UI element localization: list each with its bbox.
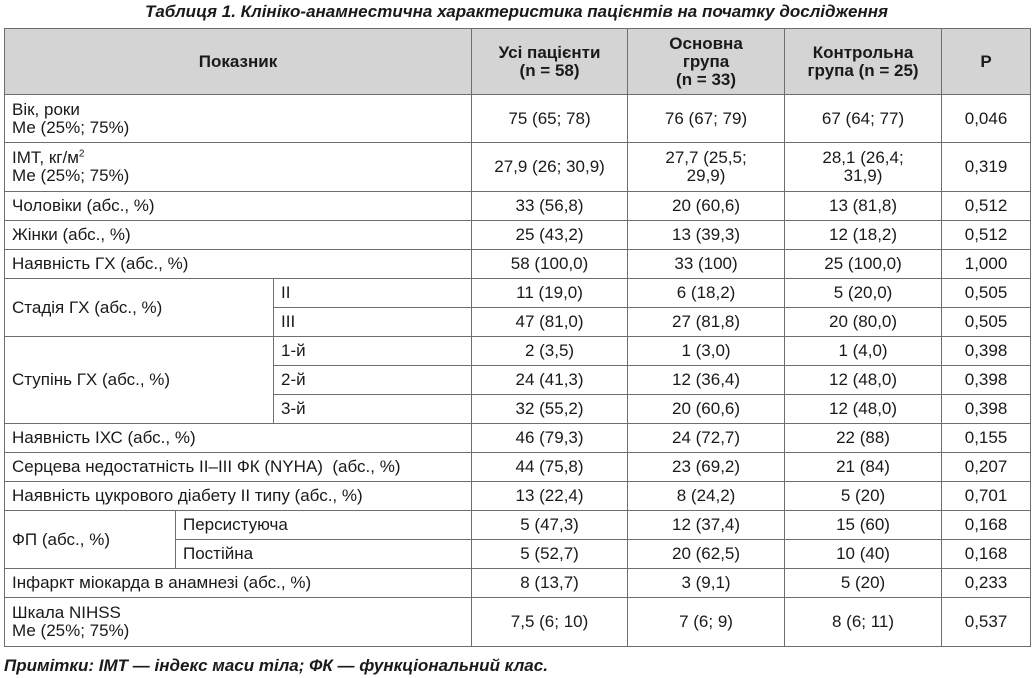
header-p: Р xyxy=(942,29,1031,95)
row-label xyxy=(5,95,472,143)
cell-main: 12 (36,4) xyxy=(628,366,785,395)
cell-main-line2: 29,9) xyxy=(686,166,726,185)
cell-all: 46 (79,3) xyxy=(472,424,628,453)
cell-all: 75 (65; 78) xyxy=(472,95,628,143)
cell-p: 0,512 xyxy=(942,221,1031,250)
cell-all: 44 (75,8) xyxy=(472,453,628,482)
header-main-line1: Основна xyxy=(669,33,743,53)
cell-p: 0,168 xyxy=(942,511,1031,540)
cell-all: 27,9 (26; 30,9) xyxy=(472,143,628,192)
row-label: Наявність ГХ (абс., %) xyxy=(5,250,472,279)
cell-main-line1: 27,7 (25,5; xyxy=(665,148,747,167)
cell-all: 32 (55,2) xyxy=(472,395,628,424)
row-label: Інфаркт міокарда в анамнезі (абс., %) xyxy=(5,569,472,598)
bmi-label-sup: 2 xyxy=(78,148,85,160)
row-label: Наявність цукрового діабету ІІ типу (абс., %) xyxy=(5,482,472,511)
table-row xyxy=(5,192,1031,221)
header-main-group xyxy=(628,29,785,95)
row-label xyxy=(5,598,472,647)
table-row xyxy=(5,221,1031,250)
cell-main: 20 (62,5) xyxy=(628,540,785,569)
cell-p: 1,000 xyxy=(942,250,1031,279)
cell-p: 0,398 xyxy=(942,366,1031,395)
cell-p: 0,537 xyxy=(942,598,1031,647)
row-label-line2: Ме (25%; 75%) xyxy=(12,621,130,640)
cell-main: 13 (39,3) xyxy=(628,221,785,250)
row-label: ФП (абс., %) xyxy=(5,511,176,569)
header-row xyxy=(5,29,1031,95)
row-label-line2: Ме (25%; 75%) xyxy=(12,117,130,137)
row-label: Чоловіки (абс., %) xyxy=(5,192,472,221)
cell-main: 3 (9,1) xyxy=(628,569,785,598)
sub-label: Постійна xyxy=(176,540,472,569)
cell-all: 33 (56,8) xyxy=(472,192,628,221)
cell-main: 27 (81,8) xyxy=(628,308,785,337)
cell-control xyxy=(785,143,942,192)
cell-all: 2 (3,5) xyxy=(472,337,628,366)
cell-main: 23 (69,2) xyxy=(628,453,785,482)
cell-control: 25 (100,0) xyxy=(785,250,942,279)
row-label: Стадія ГХ (абс., %) xyxy=(5,279,274,337)
cell-control-line2: 31,9) xyxy=(843,166,883,185)
table-row xyxy=(5,424,1031,453)
cell-main: 7 (6; 9) xyxy=(628,598,785,647)
cell-control: 20 (80,0) xyxy=(785,308,942,337)
cell-p: 0,398 xyxy=(942,337,1031,366)
cell-all: 24 (41,3) xyxy=(472,366,628,395)
patient-characteristics-table xyxy=(4,28,1031,647)
cell-main: 6 (18,2) xyxy=(628,279,785,308)
cell-main: 24 (72,7) xyxy=(628,424,785,453)
header-control-line2: група (n = 25) xyxy=(807,60,919,80)
cell-control-line1: 28,1 (26,4; xyxy=(822,148,904,167)
cell-all: 11 (19,0) xyxy=(472,279,628,308)
cell-main: 20 (60,6) xyxy=(628,192,785,221)
cell-all: 5 (52,7) xyxy=(472,540,628,569)
sub-label: Персистуюча xyxy=(176,511,472,540)
cell-control: 15 (60) xyxy=(785,511,942,540)
cell-main: 33 (100) xyxy=(628,250,785,279)
row-label-line1: Вік, роки xyxy=(12,99,80,119)
cell-control: 12 (48,0) xyxy=(785,395,942,424)
cell-control: 5 (20,0) xyxy=(785,279,942,308)
table-row xyxy=(5,511,1031,540)
cell-p: 0,512 xyxy=(942,192,1031,221)
row-label-line1 xyxy=(12,149,464,167)
row-label: Наявність ІХС (абс., %) xyxy=(5,424,472,453)
sub-label: 2-й xyxy=(274,366,472,395)
cell-p: 0,046 xyxy=(942,95,1031,143)
header-main-line2: група xyxy=(682,51,730,71)
header-main-line3: (n = 33) xyxy=(676,69,737,89)
cell-all: 7,5 (6; 10) xyxy=(472,598,628,647)
header-all-line1: Усі пацієнти xyxy=(498,42,601,62)
cell-p: 0,155 xyxy=(942,424,1031,453)
header-control-line1: Контрольна xyxy=(812,42,914,62)
cell-p: 0,207 xyxy=(942,453,1031,482)
cell-control: 13 (81,8) xyxy=(785,192,942,221)
table-row xyxy=(5,598,1031,647)
table-row xyxy=(5,482,1031,511)
header-indicator: Показник xyxy=(5,29,472,95)
cell-control: 12 (18,2) xyxy=(785,221,942,250)
cell-main xyxy=(628,143,785,192)
cell-p: 0,233 xyxy=(942,569,1031,598)
cell-control: 21 (84) xyxy=(785,453,942,482)
cell-main: 12 (37,4) xyxy=(628,511,785,540)
table-row xyxy=(5,95,1031,143)
row-label-line2: Ме (25%; 75%) xyxy=(12,166,130,185)
cell-all: 25 (43,2) xyxy=(472,221,628,250)
cell-control: 5 (20) xyxy=(785,482,942,511)
table-row xyxy=(5,337,1031,366)
cell-main: 20 (60,6) xyxy=(628,395,785,424)
sub-label: ІІІ xyxy=(274,308,472,337)
cell-main: 8 (24,2) xyxy=(628,482,785,511)
table-row xyxy=(5,143,1031,192)
sub-label: 1-й xyxy=(274,337,472,366)
cell-p: 0,701 xyxy=(942,482,1031,511)
sub-label: ІІ xyxy=(274,279,472,308)
cell-p: 0,505 xyxy=(942,308,1031,337)
header-control-group xyxy=(785,29,942,95)
header-all-line2: (n = 58) xyxy=(519,60,580,80)
cell-all: 47 (81,0) xyxy=(472,308,628,337)
cell-all: 58 (100,0) xyxy=(472,250,628,279)
table-row xyxy=(5,453,1031,482)
cell-p: 0,505 xyxy=(942,279,1031,308)
table-row xyxy=(5,250,1031,279)
table-row xyxy=(5,569,1031,598)
cell-control: 10 (40) xyxy=(785,540,942,569)
cell-control: 1 (4,0) xyxy=(785,337,942,366)
cell-all: 13 (22,4) xyxy=(472,482,628,511)
header-all-patients xyxy=(472,29,628,95)
row-label: Серцева недостатність ІІ–ІІІ ФК (NYHA) (абс., %) xyxy=(5,453,472,482)
row-label xyxy=(5,143,472,192)
table-footnote: Примітки: ІМТ — індекс маси тіла; ФК — функціональний клас. xyxy=(4,656,548,675)
row-label-line1: Шкала NIHSS xyxy=(12,603,121,622)
table-caption: Таблиця 1. Клініко-анамнестична характеристика пацієнтів на початку дослідження xyxy=(144,2,889,21)
bmi-label-text: ІМТ, кг/м xyxy=(12,148,79,167)
cell-all: 5 (47,3) xyxy=(472,511,628,540)
cell-p: 0,168 xyxy=(942,540,1031,569)
cell-main: 1 (3,0) xyxy=(628,337,785,366)
row-label: Ступінь ГХ (абс., %) xyxy=(5,337,274,424)
cell-control: 12 (48,0) xyxy=(785,366,942,395)
cell-control: 67 (64; 77) xyxy=(785,95,942,143)
cell-control: 8 (6; 11) xyxy=(785,598,942,647)
cell-all: 8 (13,7) xyxy=(472,569,628,598)
cell-p: 0,398 xyxy=(942,395,1031,424)
table-row xyxy=(5,279,1031,308)
cell-control: 22 (88) xyxy=(785,424,942,453)
sub-label: 3-й xyxy=(274,395,472,424)
row-label: Жінки (абс., %) xyxy=(5,221,472,250)
cell-control: 5 (20) xyxy=(785,569,942,598)
cell-p: 0,319 xyxy=(942,143,1031,192)
cell-main: 76 (67; 79) xyxy=(628,95,785,143)
